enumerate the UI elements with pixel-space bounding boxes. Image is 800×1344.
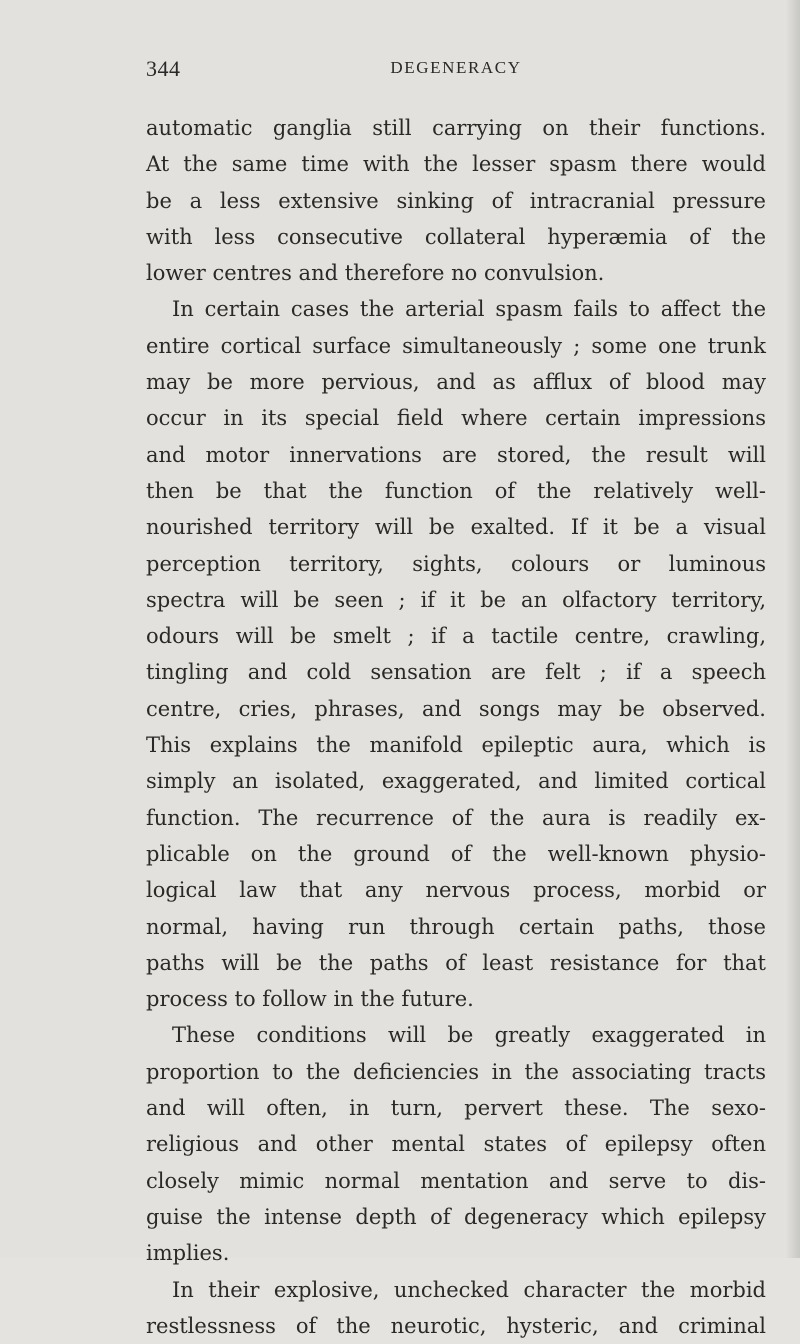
text-line: process to follow in the future. xyxy=(146,987,474,1012)
text-line: plicable on the ground of the well-known physio- xyxy=(146,841,766,866)
text-line: logical law that any nervous process, morbid or xyxy=(146,878,766,903)
text-line: At the same time with the lesser spasm there would xyxy=(146,152,766,177)
text-line: These conditions will be greatly exaggerated in xyxy=(172,1023,766,1048)
text-line: centre, cries, phrases, and songs may be observed. xyxy=(146,696,766,721)
text-line: and will often, in turn, pervert these. The sexo- xyxy=(146,1096,766,1121)
text-line: tingling and cold sensation are felt ; if a speech xyxy=(146,660,766,685)
text-line: entire cortical surface simultaneously ; some one trunk xyxy=(146,333,766,358)
text-line: nourished territory will be exalted. If it be a visual xyxy=(146,515,766,540)
text-line: odours will be smelt ; if a tactile centre, crawling, xyxy=(146,624,766,649)
text-line: restlessness of the neurotic, hysteric, and criminal xyxy=(146,1313,766,1338)
text-line: occur in its special field where certain impressions xyxy=(146,406,766,431)
page-edge-shadow xyxy=(786,0,800,1258)
text-line: In certain cases the arterial spasm fails to affect the xyxy=(172,297,766,322)
text-line: function. The recurrence of the aura is readily ex- xyxy=(146,805,766,830)
text-line: simply an isolated, exaggerated, and limited cortical xyxy=(146,769,766,794)
text-line: paths will be the paths of least resistance for that xyxy=(146,950,766,975)
text-line: with less consecutive collateral hyperæmia of the xyxy=(146,224,766,249)
text-line: religious and other mental states of epilepsy often xyxy=(146,1132,766,1157)
text-line: guise the intense depth of degeneracy which epilepsy xyxy=(146,1204,766,1229)
running-head: DEGENERACY xyxy=(390,58,522,77)
text-line: In their explosive, unchecked character the morbid xyxy=(172,1277,766,1302)
text-line: closely mimic normal mentation and serve to dis- xyxy=(146,1168,766,1193)
text-line: perception territory, sights, colours or luminous xyxy=(146,551,766,576)
text-line: spectra will be seen ; if it be an olfactory territory, xyxy=(146,587,766,612)
text-line: proportion to the deficiencies in the associating tracts xyxy=(146,1059,766,1084)
text-line: automatic ganglia still carrying on their functions. xyxy=(146,116,766,140)
text-line: This explains the manifold epileptic aura, which is xyxy=(146,733,766,758)
page-number: 344 xyxy=(146,56,181,81)
text-line: lower centres and therefore no convulsion. xyxy=(146,261,605,286)
text-line: then be that the function of the relatively well- xyxy=(146,478,766,503)
text-line: may be more pervious, and as afflux of blood may xyxy=(146,370,766,395)
text-line: normal, having run through certain paths, those xyxy=(146,914,766,939)
text-line: and motor innervations are stored, the result will xyxy=(146,442,766,467)
body-text xyxy=(146,110,766,1344)
text-line: be a less extensive sinking of intracranial pressure xyxy=(146,188,766,213)
page-header xyxy=(146,56,766,86)
text-line: implies. xyxy=(146,1241,230,1266)
